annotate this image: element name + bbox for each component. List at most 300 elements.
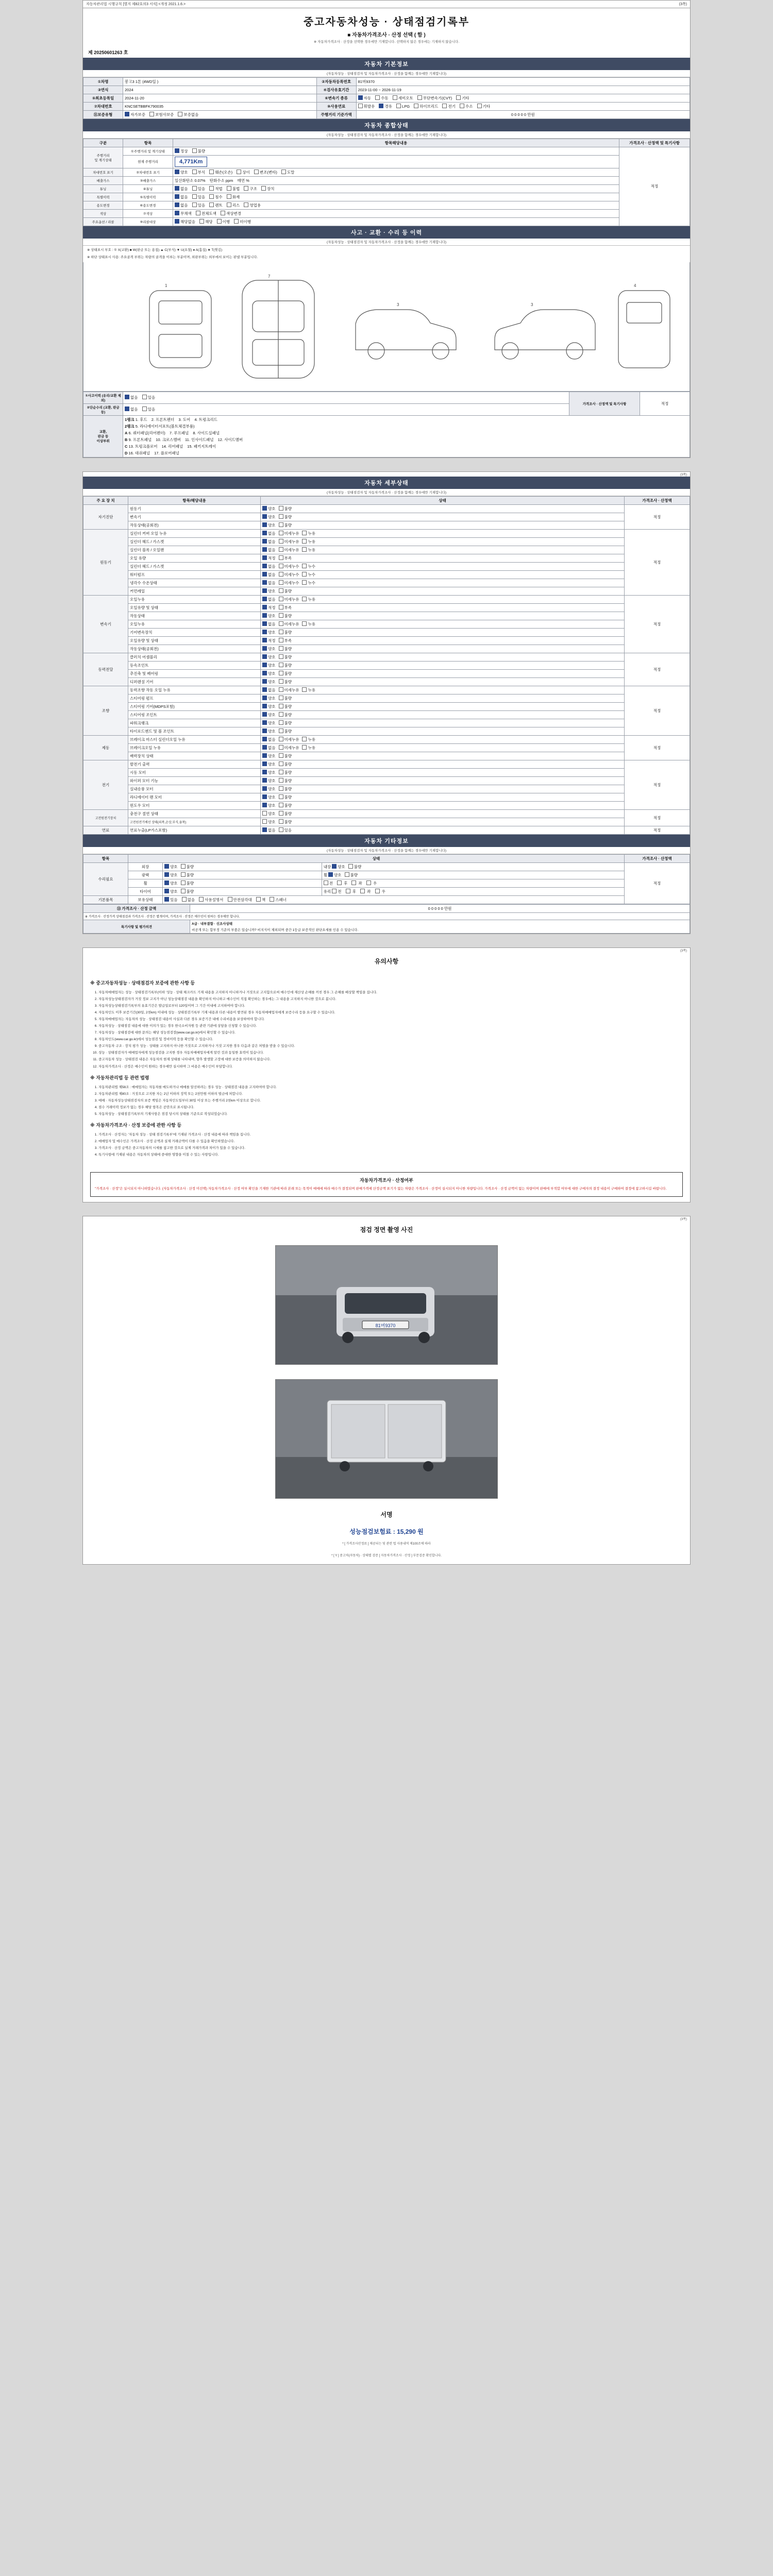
opt-bad[interactable]: 불량 bbox=[181, 872, 194, 878]
rank-name: 2랭크 bbox=[125, 423, 135, 429]
opt-good[interactable]: 양호 bbox=[262, 654, 276, 660]
row-label-mileage: 주행거리 및 계기상태 bbox=[83, 147, 123, 168]
opt-good[interactable]: 양호 bbox=[262, 803, 276, 808]
rank-item[interactable]: 2. 프론트펜더 bbox=[151, 417, 175, 422]
section-bar-basic: 자동차 기본정보 bbox=[83, 58, 690, 70]
opt-vin-1[interactable]: 부식 bbox=[192, 170, 206, 175]
list-item: 9. 중고자동차 구조 · 장치 평가 성능 · 상태를 고지하지 아니한 거짓으로 고지하거나 거짓 고지한 경우 다음과 같은 처벌을 받을 수 있습니다. bbox=[98, 1044, 683, 1049]
opt-good[interactable]: 양호 bbox=[262, 728, 276, 734]
item-label: 실린더 블록 / 오일팬 bbox=[128, 546, 261, 554]
table-row bbox=[83, 719, 690, 727]
table-overall bbox=[83, 139, 690, 226]
opt-special-yes[interactable]: 있음 bbox=[192, 194, 206, 200]
opt-recall-done[interactable]: 이행 bbox=[217, 219, 230, 225]
opt-low[interactable]: 부족 bbox=[279, 555, 292, 561]
opt-bad[interactable]: 불량 bbox=[348, 864, 362, 870]
item-status bbox=[261, 628, 625, 636]
list-item: 7. 자동차성능 · 상태점검에 대한 문의는 해당 성능점검장(www.car.go.kr)에서 확인할 수 있습니다. bbox=[98, 1030, 683, 1036]
opt-good[interactable]: 양호 bbox=[262, 522, 276, 528]
opt-bad[interactable]: 불량 bbox=[279, 654, 292, 660]
col-content: 항목해당내용 bbox=[173, 139, 619, 147]
opt-tuning-device[interactable]: 장치 bbox=[261, 186, 275, 192]
opt-none[interactable]: 없음 bbox=[262, 827, 276, 833]
opt-bad[interactable]: 불량 bbox=[279, 646, 292, 652]
opt-rear[interactable]: 후 bbox=[337, 880, 347, 886]
rank-item[interactable]: 12. 사이드멤버 bbox=[217, 437, 243, 442]
opt-tuning-structure[interactable]: 구조 bbox=[244, 186, 257, 192]
label-inspection-period: ④검사유효기간 bbox=[316, 86, 356, 94]
opt-fuel-1[interactable]: 경유 bbox=[379, 104, 392, 109]
item-status bbox=[261, 636, 625, 645]
opt-bad[interactable]: 불량 bbox=[279, 728, 292, 734]
opt-trans-0[interactable]: 자동 bbox=[358, 95, 372, 101]
item-label: 실내송풍 모터 bbox=[128, 785, 261, 793]
opt-triangle[interactable]: 안전삼각대 bbox=[228, 897, 252, 903]
opt-micro[interactable]: 미세누유 bbox=[279, 745, 299, 751]
title-block bbox=[83, 8, 690, 48]
opt-right[interactable]: 우 bbox=[366, 880, 377, 886]
svg-text:81머9370: 81머9370 bbox=[375, 1323, 396, 1328]
opt-micro[interactable]: 미세누수 bbox=[279, 580, 299, 586]
opt-special-fire[interactable]: 화재 bbox=[227, 194, 240, 200]
opt-special-flood[interactable]: 침수 bbox=[209, 194, 223, 200]
photo-rear-image bbox=[275, 1379, 498, 1499]
photos-title: 점검 정면 촬영 사진 bbox=[360, 1226, 413, 1233]
opt-good[interactable]: 양호 bbox=[262, 506, 276, 512]
table-row bbox=[83, 879, 690, 887]
opt-bad[interactable]: 불량 bbox=[279, 794, 292, 800]
col-major-device: 주 요 장 치 bbox=[83, 496, 128, 504]
opt-bad[interactable]: 불량 bbox=[279, 803, 292, 808]
group-note: 적정 bbox=[625, 826, 690, 834]
opt-jack[interactable]: 잭 bbox=[256, 897, 265, 903]
value-plate: 81머9370 bbox=[356, 77, 690, 86]
opt-mileage-normal[interactable]: 정상 bbox=[175, 148, 188, 154]
opt-none[interactable]: 없음 bbox=[262, 745, 276, 751]
opt-good[interactable]: 양호 bbox=[262, 770, 276, 775]
opt-good[interactable]: 양호 bbox=[262, 613, 276, 619]
content-color bbox=[173, 209, 619, 217]
rank-row bbox=[125, 444, 688, 449]
item-status bbox=[261, 785, 625, 793]
opt-ok[interactable]: 적정 bbox=[262, 638, 276, 643]
opt-none[interactable]: 없음 bbox=[262, 737, 276, 742]
accident-note-value: 적정 bbox=[640, 392, 690, 415]
opt-good[interactable]: 양호 bbox=[262, 646, 276, 652]
opt-recall-1[interactable]: 해당 bbox=[199, 219, 213, 225]
doc-number-suffix: 호 bbox=[123, 49, 128, 55]
item-status bbox=[261, 752, 625, 760]
opt-good[interactable]: 양호 bbox=[164, 880, 178, 886]
opt-tuning-illegal[interactable]: 불법 bbox=[227, 186, 240, 192]
group-note: 적정 bbox=[625, 653, 690, 686]
item-label: 타이로드엔드 및 볼 조인트 bbox=[128, 727, 261, 735]
opt-bad[interactable]: 불량 bbox=[279, 819, 292, 825]
opt-good[interactable]: 양호 bbox=[164, 864, 178, 870]
table-row bbox=[83, 809, 690, 818]
opt-none[interactable]: 없음 bbox=[262, 687, 276, 693]
opt-bad[interactable]: 불량 bbox=[279, 514, 292, 520]
price-note-row: ※ 가격조사 · 산정가격 상태점검과 가격조사 · 산정은 별개이며, 가격조사 · 산정은 매수인이 원하는 경우에만 합니다. bbox=[83, 912, 690, 920]
opt-vin-2[interactable]: 훼손(오손) bbox=[209, 170, 232, 175]
rank-item[interactable]: 17. 플로어패널 bbox=[154, 450, 179, 455]
warning-text: "가격조사 · 산정"은 실시되지 아니하였습니다. (자동차가격조사 · 산정 미선택) 자동차가격조사 · 산정 여부 확인을 기재한 기관에 따라 본래 또는 목적이 매매에 따라 매수가 결정되며 판매가격에 산정금액 표기가 없는 차량은 가격조사 · 산정이 실시되지 아니한 차량입니다. 가격조사 · 산정 금액이 없는 차량이며 판매에 부적합 여부에 대한 구매자의 결정 내용이 구매하여 결정에 참고하시길 바랍니다. bbox=[95, 1187, 667, 1191]
group-engine: 원동기 bbox=[83, 529, 128, 595]
etc-status-wheel bbox=[322, 871, 624, 879]
opt-good[interactable]: 양호 bbox=[164, 872, 178, 878]
opt-good[interactable]: 양호 bbox=[262, 819, 276, 825]
opt-micro[interactable]: 미세누수 bbox=[279, 564, 299, 569]
opt-ok[interactable]: 적정 bbox=[262, 605, 276, 611]
etc-status-wheel2 bbox=[163, 879, 322, 887]
list-item: 1. 자동차매매업자는 성능 · 상태점검기록부(이하 '성능 · 상태 체크카드 기재 내용을 고지하지 아니하거나 거짓으로 고지함으로써 매수인에 재산상 손해를 끼친 경우 그 손해를 배상할 책임을 집니다. bbox=[98, 990, 683, 995]
opt-bad[interactable]: 불량 bbox=[279, 761, 292, 767]
opt-good[interactable]: 양호 bbox=[262, 704, 276, 709]
value-mileage-std: 0 0 0 0 0 만원 bbox=[356, 110, 690, 118]
opt-use-lease[interactable]: 리스 bbox=[227, 202, 240, 208]
opt-use-rent[interactable]: 렌트 bbox=[209, 202, 223, 208]
item-label: 충전구 절연 상태 bbox=[128, 809, 261, 818]
opt-vin-3[interactable]: 상이 bbox=[237, 170, 250, 175]
opt-good[interactable]: 양호 bbox=[262, 761, 276, 767]
item-status bbox=[261, 702, 625, 710]
opt-leak[interactable]: 누유 bbox=[302, 531, 315, 536]
rank-item[interactable]: 1. 후드 bbox=[135, 417, 147, 422]
label-fuel: ⑨사용연료 bbox=[316, 102, 356, 110]
opt-micro[interactable]: 미세누유 bbox=[279, 737, 299, 742]
opt-none[interactable]: 없음 bbox=[262, 597, 276, 602]
opt-good[interactable]: 양호 bbox=[262, 753, 276, 759]
etc-status-interior bbox=[322, 862, 624, 871]
opt-low[interactable]: 부족 bbox=[279, 605, 292, 611]
rank-item[interactable]: 6. 쿼터패널(리어펜더) bbox=[128, 430, 165, 435]
sheet-photos bbox=[82, 1216, 691, 1565]
table-row bbox=[83, 521, 690, 529]
table-row bbox=[83, 677, 690, 686]
item-label: 클러치 어셈블리 bbox=[128, 653, 261, 661]
table-row bbox=[83, 793, 690, 801]
opt-micro[interactable]: 미세누유 bbox=[279, 547, 299, 553]
opt-use-business[interactable]: 영업용 bbox=[244, 202, 261, 208]
emission-co: 일산화탄소 0.07% bbox=[175, 178, 206, 183]
opt-mileage-bad[interactable]: 불량 bbox=[192, 148, 206, 154]
opt-fuel-6[interactable]: 기타 bbox=[477, 104, 491, 109]
opt-good[interactable]: 양호 bbox=[262, 712, 276, 718]
group-note: 적정 bbox=[625, 686, 690, 735]
list-item: 4. 자동차인도 이후 보증기간(30일, 2천km) 이내에 성능 · 상태점검기록부 기재 내용과 다른 내용이 발견된 경우 자동차매매업자에게 보증수리 등을 요구할 수 있습니다. bbox=[98, 1010, 683, 1015]
table-row bbox=[83, 392, 690, 403]
opt-good[interactable]: 양호 bbox=[262, 588, 276, 594]
list-item: 2. 자동차관리법 제80조 : 거짓으로 고지한 자는 2년 이하의 징역 또는 2천만원 이하의 벌금에 처합니다. bbox=[98, 1092, 683, 1097]
opt-warranty-1[interactable]: 보험사보증 bbox=[149, 112, 174, 117]
table-row bbox=[83, 595, 690, 603]
rank-item[interactable]: 5. 라디에이터서포트(볼트체결부품) bbox=[135, 423, 195, 429]
section-sub-etc: (자동차성능 · 상태점검자 및 자동차가격조사 · 산정을 함께는 경우에만 기재합니다) bbox=[83, 847, 690, 854]
opt-leak[interactable]: 누수 bbox=[302, 564, 315, 569]
item-status bbox=[261, 562, 625, 570]
rank-item[interactable]: 4. 트렁크리드 bbox=[194, 417, 217, 422]
item-label: 오일유량 및 상태 bbox=[128, 603, 261, 612]
item-status bbox=[261, 612, 625, 620]
table-row bbox=[83, 147, 690, 155]
opt-fuel-4[interactable]: 전기 bbox=[442, 104, 456, 109]
rank-item[interactable]: 7. 루프패널 bbox=[169, 430, 189, 435]
opt-leak[interactable]: 누수 bbox=[302, 580, 315, 586]
group-self-diagnosis: 자기진단 bbox=[83, 504, 128, 529]
opt-trans-4[interactable]: 기타 bbox=[456, 95, 469, 101]
table-row bbox=[83, 895, 690, 904]
item-status bbox=[261, 603, 625, 612]
item-label: 원동기 bbox=[128, 504, 261, 513]
rank-item[interactable]: 10. 크로스멤버 bbox=[156, 437, 181, 442]
opt-trans-1[interactable]: 수동 bbox=[375, 95, 389, 101]
opt-leak[interactable]: 누수 bbox=[302, 572, 315, 578]
opt-good[interactable]: 양호 bbox=[328, 872, 342, 878]
notice-title: 유의사항 bbox=[374, 957, 399, 965]
opt-good[interactable]: 양호 bbox=[262, 778, 276, 784]
opt-rear[interactable]: 후 bbox=[346, 889, 356, 894]
group-note: 적정 bbox=[625, 809, 690, 826]
opt-bad[interactable]: 불량 bbox=[279, 506, 292, 512]
item-status bbox=[261, 521, 625, 529]
opt-bad[interactable]: 불량 bbox=[279, 811, 292, 817]
opt-good[interactable]: 양호 bbox=[262, 679, 276, 685]
opt-trans-2[interactable]: 세미오토 bbox=[393, 95, 413, 101]
opt-bad[interactable]: 불량 bbox=[279, 663, 292, 668]
opt-bad[interactable]: 불량 bbox=[279, 671, 292, 676]
section-bar-etc: 자동차 기타정보 bbox=[83, 835, 690, 847]
opt-leak[interactable]: 누유 bbox=[302, 737, 315, 742]
opt-leak[interactable]: 누유 bbox=[302, 539, 315, 545]
item-label: 작동상태(공회전) bbox=[128, 521, 261, 529]
opt-bad[interactable]: 불량 bbox=[279, 630, 292, 635]
opt-leak[interactable]: 누유 bbox=[302, 745, 315, 751]
opt-warranty-2[interactable]: 보증없음 bbox=[178, 112, 198, 117]
opt-good[interactable]: 양호 bbox=[262, 696, 276, 701]
table-row bbox=[83, 193, 690, 201]
opt-vin-5[interactable]: 도말 bbox=[281, 170, 295, 175]
opt-fuel-0[interactable]: 휘발유 bbox=[358, 104, 375, 109]
opt-none[interactable]: 없음 bbox=[262, 564, 276, 569]
item-recall: ⑨리콜대상 bbox=[123, 217, 173, 226]
group-steering: 조향 bbox=[83, 686, 128, 735]
item-status bbox=[261, 554, 625, 562]
rank-item[interactable]: 16. 대쉬패널 bbox=[128, 450, 150, 455]
opt-fuel-2[interactable]: LPG bbox=[396, 104, 410, 109]
opt-good[interactable]: 양호 bbox=[164, 889, 178, 894]
opt-color-2[interactable]: 색상변경 bbox=[221, 211, 241, 216]
opt-accident-yes[interactable]: 있음 bbox=[142, 395, 156, 400]
col-etc-note: 가격조사 · 산정액 bbox=[625, 854, 690, 862]
opt-leak[interactable]: 누유 bbox=[302, 687, 315, 693]
table-row bbox=[83, 603, 690, 612]
opt-color-0[interactable]: 무채색 bbox=[175, 211, 192, 216]
opt-special-none[interactable]: 없음 bbox=[175, 194, 188, 200]
table-row bbox=[83, 102, 690, 110]
sheet-detail-state bbox=[82, 471, 691, 934]
section-bar-accident: 사고 · 교환 · 수리 등 이력 bbox=[83, 226, 690, 239]
opt-bad[interactable]: 불량 bbox=[279, 613, 292, 619]
table-row bbox=[83, 686, 690, 694]
opt-bad[interactable]: 불량 bbox=[279, 770, 292, 775]
table-row bbox=[83, 785, 690, 793]
opt-bad[interactable]: 불량 bbox=[279, 753, 292, 759]
opt-vin-4[interactable]: 변조(변타) bbox=[254, 170, 277, 175]
opt-none[interactable]: 없음 bbox=[262, 621, 276, 627]
opt-bad[interactable]: 불량 bbox=[279, 778, 292, 784]
opt-manual[interactable]: 사용설명서 bbox=[199, 897, 223, 903]
car-damage-diagram[interactable] bbox=[83, 262, 690, 392]
item-status bbox=[261, 570, 625, 579]
opt-none[interactable]: 없음 bbox=[182, 897, 195, 903]
opt-spanner[interactable]: 스패너 bbox=[270, 897, 287, 903]
opt-none[interactable]: 없음 bbox=[262, 572, 276, 578]
opt-fuel-3[interactable]: 하이브리드 bbox=[414, 104, 438, 109]
item-label: 추진축 및 베어링 bbox=[128, 669, 261, 677]
opt-bad[interactable]: 불량 bbox=[279, 704, 292, 709]
rank-item[interactable]: 8. 사이드실패널 bbox=[193, 430, 220, 435]
opt-bad[interactable]: 불량 bbox=[345, 872, 358, 878]
opt-use-none[interactable]: 없음 bbox=[175, 202, 188, 208]
opt-none[interactable]: 없음 bbox=[262, 547, 276, 553]
opt-bad[interactable]: 불량 bbox=[181, 880, 194, 886]
rank-item[interactable]: 15. 패키지트레이 bbox=[187, 444, 216, 449]
opt-recall-notdone[interactable]: 미이행 bbox=[234, 219, 251, 225]
opt-simple-none[interactable]: 없음 bbox=[125, 406, 138, 412]
list-item: 6. 자동차성능 · 상태점검 내용에 대한 이의가 있는 경우 한국소비자원 등 관련 기관에 상담을 신청할 수 있습니다. bbox=[98, 1024, 683, 1029]
item-status bbox=[261, 645, 625, 653]
opt-good[interactable]: 양호 bbox=[262, 663, 276, 668]
accident-q1-value bbox=[123, 392, 569, 403]
opt-front[interactable]: 전 bbox=[324, 880, 333, 886]
opt-bad[interactable]: 불량 bbox=[279, 522, 292, 528]
opt-micro[interactable]: 미세누수 bbox=[279, 572, 299, 578]
opt-yes[interactable]: 있음 bbox=[279, 827, 292, 833]
item-label: 워터펌프 bbox=[128, 570, 261, 579]
opt-good[interactable]: 양호 bbox=[262, 786, 276, 792]
opt-vin-0[interactable]: 양호 bbox=[175, 170, 188, 175]
table-row bbox=[83, 546, 690, 554]
section-sub-overall: (자동차성능 · 상태점검자 및 자동차가격조사 · 산정을 함께는 경우에만 기재합니다) bbox=[83, 131, 690, 139]
table-row bbox=[83, 801, 690, 809]
opt-front[interactable]: 전 bbox=[332, 889, 341, 894]
notice-section-2: ※ 자동차가격조사 · 산정 보증에 관한 사항 등 bbox=[90, 1122, 182, 1128]
item-tuning: ④튜닝 bbox=[123, 184, 173, 193]
opt-color-1[interactable]: 전체도색 bbox=[196, 211, 216, 216]
row-label-color: 색상 bbox=[83, 209, 123, 217]
table-row bbox=[83, 513, 690, 521]
list-item: 1. 자동차관리법 제58조 : 매매업자는 자동차를 매도하거나 매매를 알선하려는 경우 성능 · 상태점검 내용을 고지하여야 합니다. bbox=[98, 1085, 683, 1090]
rank-item[interactable]: 13. 트렁크플로어 bbox=[128, 444, 158, 449]
opt-tuning-legal[interactable]: 적법 bbox=[209, 186, 223, 192]
opt-good[interactable]: 양호 bbox=[262, 671, 276, 676]
table-row bbox=[83, 752, 690, 760]
opt-left[interactable]: 좌 bbox=[360, 889, 371, 894]
opt-fuel-5[interactable]: 수소 bbox=[460, 104, 473, 109]
opt-right[interactable]: 우 bbox=[375, 889, 385, 894]
opt-micro[interactable]: 미세누유 bbox=[279, 687, 299, 693]
price-condition-label: 특기사항 및 평가의견 bbox=[83, 920, 190, 933]
opt-bad[interactable]: 불량 bbox=[279, 588, 292, 594]
opt-good[interactable]: 양호 bbox=[262, 794, 276, 800]
opt-bad[interactable]: 불량 bbox=[279, 696, 292, 701]
rank-item[interactable]: 9. 프론트패널 bbox=[128, 437, 152, 442]
table-row bbox=[83, 537, 690, 546]
opt-warranty-0[interactable]: 자가보증 bbox=[125, 112, 145, 117]
opt-bad[interactable]: 불량 bbox=[279, 720, 292, 726]
opt-good[interactable]: 양호 bbox=[262, 720, 276, 726]
opt-none[interactable]: 없음 bbox=[262, 580, 276, 586]
opt-left[interactable]: 좌 bbox=[351, 880, 362, 886]
item-status bbox=[261, 653, 625, 661]
opt-low[interactable]: 부족 bbox=[279, 638, 292, 643]
label-mileage-std: 주행거리 기준가액 bbox=[316, 110, 356, 118]
opt-use-yes[interactable]: 있음 bbox=[192, 202, 206, 208]
opt-bad[interactable]: 불량 bbox=[181, 864, 194, 870]
row-label-recall: 주요옵션 / 리콜 bbox=[83, 217, 123, 226]
group-note: 적정 bbox=[625, 735, 690, 760]
opt-leak[interactable]: 누유 bbox=[302, 547, 315, 553]
etc-status-tire bbox=[163, 887, 322, 895]
item-status bbox=[261, 826, 625, 834]
rank-item[interactable]: 3. 도어 bbox=[178, 417, 191, 422]
opt-micro[interactable]: 미세누유 bbox=[279, 539, 299, 545]
label-plate: ②자동차등록번호 bbox=[316, 77, 356, 86]
item-status bbox=[261, 529, 625, 537]
opt-none[interactable]: 없음 bbox=[262, 539, 276, 545]
opt-good[interactable]: 양호 bbox=[262, 811, 276, 817]
item-label: 배력장치 상태 bbox=[128, 752, 261, 760]
opt-ok[interactable]: 적정 bbox=[262, 555, 276, 561]
opt-has[interactable]: 있음 bbox=[164, 897, 178, 903]
opt-simple-yes[interactable]: 있음 bbox=[142, 406, 156, 412]
opt-leak[interactable]: 누유 bbox=[302, 597, 315, 602]
opt-none[interactable]: 없음 bbox=[262, 531, 276, 536]
opt-micro[interactable]: 미세누유 bbox=[279, 597, 299, 602]
opt-bad[interactable]: 불량 bbox=[181, 889, 194, 894]
table-row bbox=[83, 209, 690, 217]
etc-status-position bbox=[322, 879, 624, 887]
opt-good[interactable]: 양호 bbox=[332, 864, 345, 870]
mileage-value: 4,771Km bbox=[175, 157, 207, 167]
price-total-value: 0 0 0 0 0 만원 bbox=[190, 904, 690, 912]
rank-rows-container bbox=[123, 415, 690, 457]
col-item: 항목 bbox=[123, 139, 173, 147]
opt-bad[interactable]: 불량 bbox=[279, 786, 292, 792]
opt-tuning-none[interactable]: 없음 bbox=[175, 186, 188, 192]
opt-bad[interactable]: 불량 bbox=[279, 712, 292, 718]
opt-good[interactable]: 양호 bbox=[262, 514, 276, 520]
opt-good[interactable]: 양호 bbox=[262, 630, 276, 635]
opt-micro[interactable]: 미세누유 bbox=[279, 531, 299, 536]
opt-tuning-yes[interactable]: 있음 bbox=[192, 186, 206, 192]
opt-trans-3[interactable]: 무단변속기(CVT) bbox=[417, 95, 452, 101]
rank-group-label: 교환, 판금 등 이상부위 bbox=[83, 415, 123, 457]
opt-micro[interactable]: 미세누유 bbox=[279, 621, 299, 627]
table-row bbox=[83, 887, 690, 895]
opt-leak[interactable]: 누유 bbox=[302, 621, 315, 627]
item-label: 등속조인트 bbox=[128, 661, 261, 669]
rank-item[interactable]: 14. 리어패널 bbox=[161, 444, 183, 449]
photo-front-image bbox=[275, 1245, 498, 1365]
rank-item[interactable]: 11. 인사이드패널 bbox=[185, 437, 214, 442]
table-row bbox=[83, 217, 690, 226]
opt-recall-0[interactable]: 해당없음 bbox=[175, 219, 195, 225]
price-total-label: ⑬ 가격조사 · 산정 금액 bbox=[83, 904, 190, 912]
opt-bad[interactable]: 불량 bbox=[279, 679, 292, 685]
opt-accident-none[interactable]: 없음 bbox=[125, 395, 138, 400]
item-label: 작동상태 bbox=[128, 612, 261, 620]
